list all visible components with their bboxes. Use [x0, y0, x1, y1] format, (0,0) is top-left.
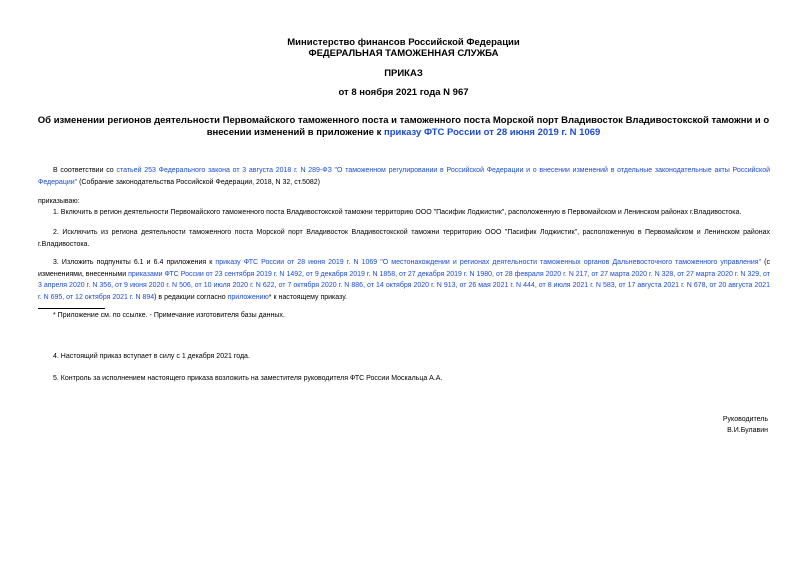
document-title — [35, 115, 772, 139]
document-type: ПРИКАЗ — [384, 68, 423, 79]
ministry-name: Министерство финансов Российской Федерации — [287, 37, 520, 48]
item-3-text-1: 3. Изложить подпункты 6.1 и 6.4 приложения к — [53, 259, 216, 266]
signature-role: Руководитель — [722, 416, 768, 423]
amending-orders-link[interactable]: приказами ФТС России от 23 сентября 2019 г. N 1492, от 9 декабря 2019 г. N 1858, от 27 декабря 2019 г. N 1980, от 28 февраля 2020 г. N 217, от 27 марта 2020 г. N 328, от 27 марта 2020 г. N 329, от 3 апреля 2020 г. N 356, от 9 июня 2020 г. N 506, от 10 июля 2020 г. N 622, от 7 октября 2020 г. N 886, от 14 октября 2020 г. N 913, от 26 мая 2021 г. N 444, от 8 июля 2021 г. N 583, от 17 августа 2021 г. N 678, от 20 августа 2021 г. N 695, от 12 октября 2021 г. N 894 — [38, 270, 770, 302]
item-3-text-3: ) в редакции согласно — [154, 294, 228, 302]
signature-name: В.И.Булавин — [727, 427, 768, 434]
item-4: 4. Настоящий приказ вступает в силу с 1 декабря 2021 года. — [53, 353, 250, 360]
footnote-divider — [38, 308, 105, 309]
item-1: 1. Включить в регион деятельности Первомайского таможенного поста Владивостокской таможни территорию ООО "Пасифик Лоджистик", расположенную в Первомайском и Ленинском районах г.Владивостока. — [53, 209, 742, 216]
item-5: 5. Контроль за исполнением настоящего приказа возложить на заместителя руководителя ФТС России Москальца А.А. — [53, 375, 443, 382]
item-3-text-4: * к настоящему приказу. — [268, 294, 347, 302]
federal-law-link[interactable]: статьей 253 Федерального закона от 3 августа 2018 г. N 289-ФЗ "О таможенном регулировании в Российской Федерации и о внесении изменений в отдельные законодательные акты Российской Федерации" — [38, 167, 770, 186]
appendix-link[interactable]: приложению — [227, 294, 269, 302]
preamble-text-start: В соответствии со — [53, 167, 117, 174]
item-2: 2. Исключить из региона деятельности таможенного поста Морской порт Владивосток Владивостокской таможни территорию ООО "Пасифик Лоджистик", расположенную в Первомайском и Ленинском районах г.Владивостока. — [38, 229, 770, 248]
title-order-link[interactable]: приказу ФТС России от 28 июня 2019 г. N 1069 — [384, 127, 601, 138]
title-text: Об изменении регионов деятельности Первомайского таможенного поста и таможенного поста Морской порт Владивосток Владивостокской таможни и о внесении изменений в приложение к — [37, 115, 770, 138]
document-date-number: от 8 ноября 2021 года N 967 — [338, 87, 469, 98]
item-3 — [38, 257, 770, 304]
order-1069-link[interactable]: приказу ФТС России от 28 июня 2019 г. N 1069 "О местонахождении и регионах деятельности таможенных органов Дальневосточного таможенного управления" — [215, 259, 762, 266]
preamble-text-end: (Собрание законодательства Российской Федерации, 2018, N 32, ст.5082) — [77, 178, 320, 186]
preamble-paragraph — [38, 165, 770, 188]
service-name: ФЕДЕРАЛЬНАЯ ТАМОЖЕННАЯ СЛУЖБА — [308, 48, 499, 59]
order-word: приказываю: — [38, 198, 80, 205]
item-3-text-2: (с изменениями, внесенными — [38, 259, 770, 278]
footnote: * Приложение см. по ссылке. - Примечание изготовителя базы данных. — [53, 312, 285, 319]
